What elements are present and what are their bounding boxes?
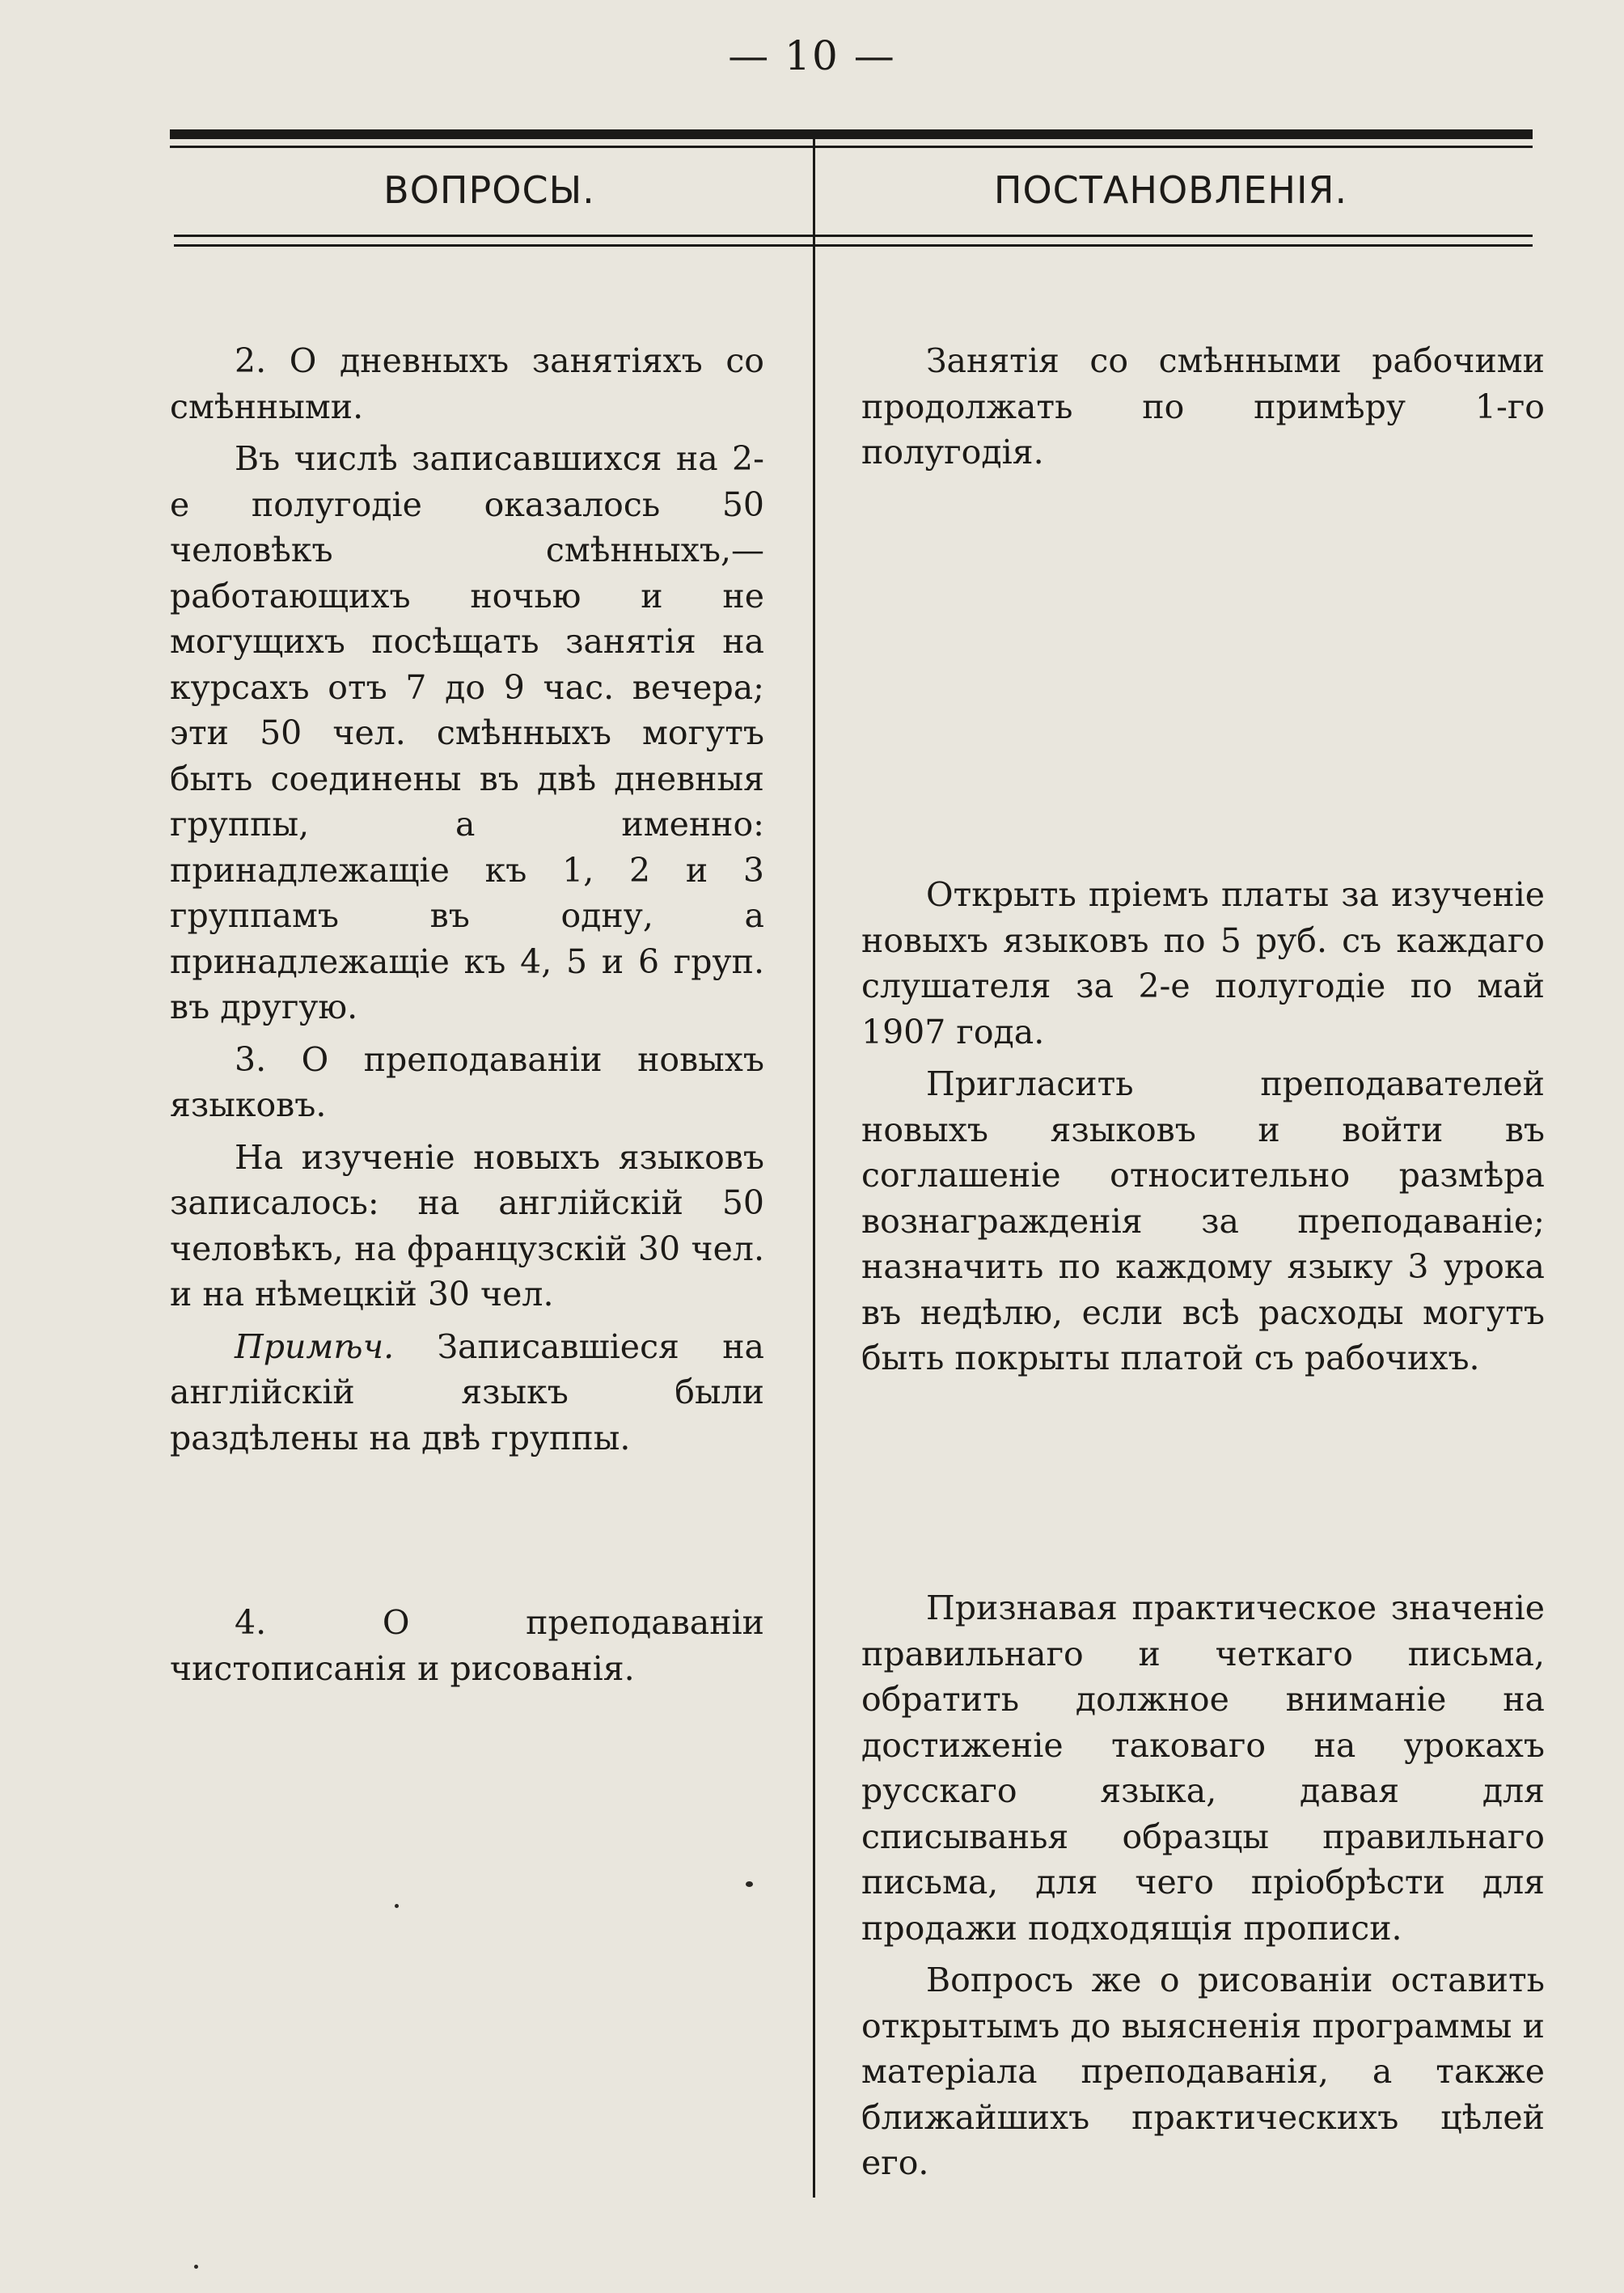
print-speck [395,1904,399,1908]
resolution-3-block [861,872,1545,1381]
header-bottom-rule-2 [174,244,1533,247]
resolution-4-block [861,1585,1545,2186]
resolution-4-part-2: Вопросъ же о рисованіи оставить открытымъ до выясненія программы и матеріала преподаванія, а также ближайшихъ практическихъ цѣлей его. [861,1961,1545,2182]
note-label: Примѣч. [235,1326,395,1366]
resolution-2-block [861,338,1545,476]
question-2-title: 2. О дневныхъ занятіяхъ со смѣнными. [170,341,764,426]
note-text: Записавшіеся на англійскій языкъ были раздѣлены на двѣ группы. [170,1326,764,1457]
question-3-note [170,1324,764,1462]
header-rule-thick [170,129,1533,139]
column-divider [813,139,815,2198]
resolution-2: Занятія со смѣнными рабочими продолжать по примѣру 1-го полугодія. [861,341,1545,472]
resolution-4-part-1: Признавая практическое значеніе правильнаго и четкаго письма, обратить должное вниманіе на достиженіе таковаго на урокахъ русскаго языка, давая для списыванья образцы правильнаго письма, для чего пріобрѣсти для продажи подходящія прописи. [861,1589,1545,1948]
resolution-3-part-2: Пригласить преподавателей новыхъ языковъ и войти въ соглашеніе относительно размѣра вознагражденія за преподаваніе; назначить по каждому языку 3 урока въ недѣлю, если всѣ расходы могутъ быть покрыты платой съ рабочихъ. [861,1064,1545,1377]
resolutions-column-header: ПОСТАНОВЛЕНІЯ. [993,168,1348,212]
question-2-block [170,338,764,1461]
resolution-3-part-1: Открыть пріемъ платы за изученіе новыхъ языковъ по 5 руб. съ каждаго слушателя за 2-е полугодіе по май 1907 года. [861,875,1545,1051]
header-rule-thin [170,146,1533,148]
question-3-title: 3. О преподаваніи новыхъ языковъ. [170,1039,764,1124]
question-2-body: Въ числѣ записавшихся на 2-е полугодіе оказалось 50 человѣкъ смѣнныхъ,—работающихъ ночью и не могущихъ посѣщать занятія на курсахъ отъ 7 до 9 час. вечера; эти 50 чел. смѣнныхъ могутъ быть соединены въ двѣ дневныя группы, а именно: принадлежащіе къ 1, 2 и 3 группамъ въ одну, а принадлежащіе къ 4, 5 и 6 груп. въ другую. [170,439,764,1026]
header-bottom-rule-1 [174,235,1533,237]
print-speck [746,1881,753,1887]
print-speck [194,2265,198,2269]
questions-column-header: ВОПРОСЫ. [383,168,595,212]
question-4-block [170,1600,764,1691]
question-3-body: На изученіе новыхъ языковъ записалось: на англійскій 50 человѣкъ, на французскій 30 чел. и на нѣмецкій 30 чел. [170,1137,764,1314]
question-4-title: 4. О преподаваніи чистописанія и рисованія. [170,1603,764,1688]
page-number: — 10 — [728,32,896,79]
